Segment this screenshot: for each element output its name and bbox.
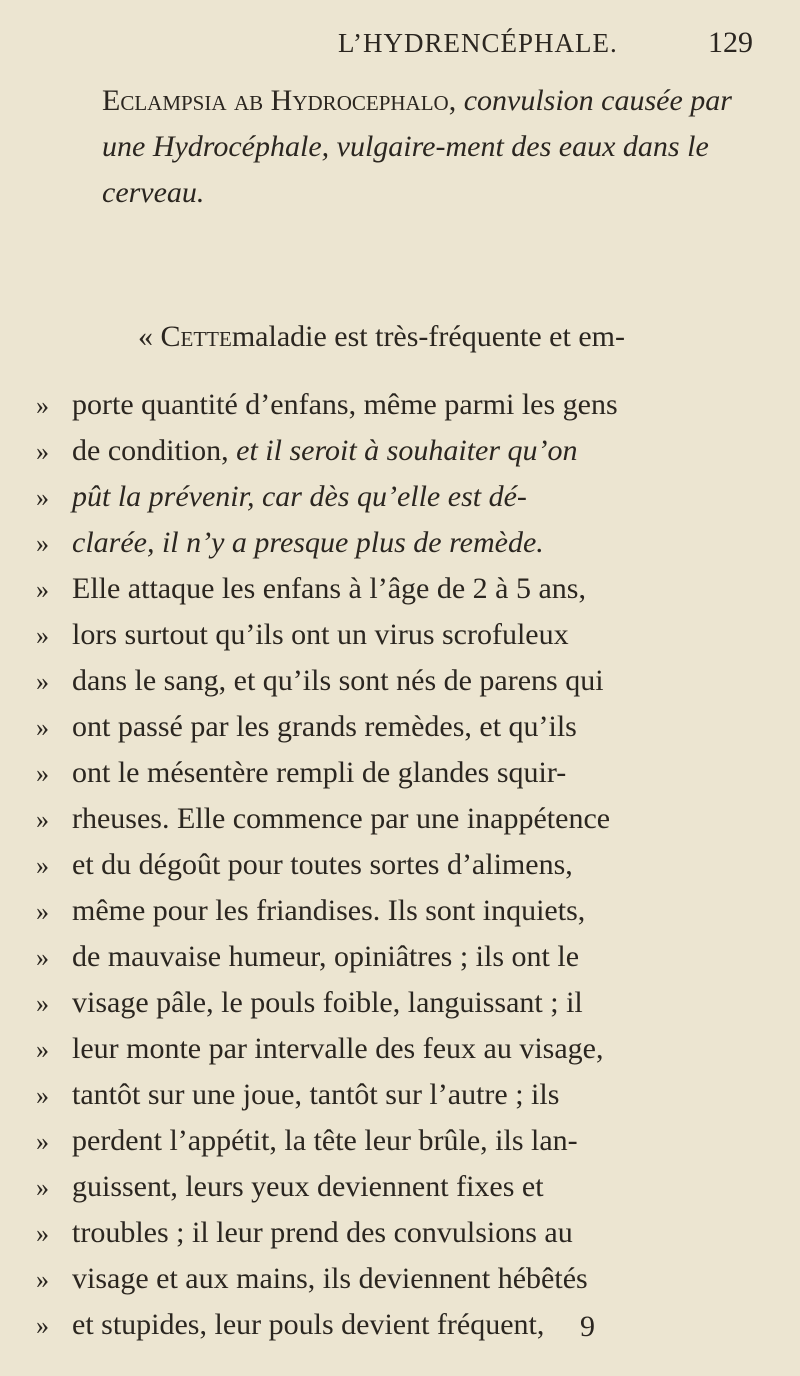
line-text-roman: leur monte par intervalle des feux au visage, <box>72 1032 604 1065</box>
passage-line <box>36 1216 776 1262</box>
passage-line <box>36 618 776 664</box>
line-text <box>72 986 583 1020</box>
line-text <box>72 388 618 422</box>
line-text-roman: porte quantité d’enfans, même parmi les gens <box>72 388 618 421</box>
quote-continuation-mark: » <box>36 1265 49 1294</box>
line-text <box>72 1032 603 1066</box>
line-text <box>72 572 586 606</box>
line-text-roman: troubles ; il leur prend des convulsions au <box>72 1216 573 1249</box>
section-heading <box>102 78 762 216</box>
line-text <box>72 756 566 790</box>
passage-line <box>36 894 776 940</box>
passage-line <box>36 664 776 710</box>
line-text-roman: perdent l’appétit, la tête leur brûle, ils lan- <box>72 1124 578 1157</box>
line-text <box>72 1124 578 1158</box>
running-title: L’HYDRENCÉPHALE. <box>338 28 618 58</box>
line-text-italic: pût la prévenir, car dès qu’elle est dé- <box>72 480 527 513</box>
quote-continuation-mark: » <box>36 529 49 558</box>
line-text <box>72 618 569 652</box>
line-text <box>72 664 604 698</box>
quote-continuation-mark: » <box>36 1219 49 1248</box>
quote-continuation-mark: » <box>36 391 49 420</box>
quote-continuation-mark: » <box>36 713 49 742</box>
opening-first-word: Cette <box>160 320 232 353</box>
passage-opening-line <box>36 320 776 366</box>
quote-continuation-mark: » <box>36 1173 49 1202</box>
line-text-roman: ont passé par les grands remèdes, et qu’ils <box>72 710 577 743</box>
quote-continuation-mark: » <box>36 1311 49 1340</box>
quote-continuation-mark: » <box>36 851 49 880</box>
heading-french-title: convulsion causée par une Hydrocéphale, vulgaire-ment des eaux dans le cerveau. <box>102 84 732 209</box>
line-text-italic: et il seroit à souhaiter qu’on <box>236 434 578 467</box>
quote-continuation-mark: » <box>36 897 49 926</box>
quoted-passage <box>36 320 776 1354</box>
quote-continuation-mark: » <box>36 667 49 696</box>
line-text-roman: ont le mésentère rempli de glandes squir- <box>72 756 567 789</box>
line-text-roman: et stupides, leur pouls devient fréquent, <box>72 1308 545 1341</box>
line-text <box>72 710 577 744</box>
opening-quote-mark: « <box>138 320 153 353</box>
passage-line <box>36 434 776 480</box>
line-text-roman: de condition, <box>72 434 237 467</box>
line-text-roman: visage et aux mains, ils deviennent hébêtés <box>72 1262 588 1295</box>
quote-continuation-mark: » <box>36 1035 49 1064</box>
passage-line <box>36 1170 776 1216</box>
quote-continuation-mark: » <box>36 1127 49 1156</box>
passage-line <box>36 1262 776 1308</box>
line-text-roman: rheuses. Elle commence par une inappétence <box>72 802 611 835</box>
opening-line-rest: maladie est très-fréquente et em- <box>231 320 625 353</box>
passage-line <box>36 940 776 986</box>
quote-continuation-mark: » <box>36 483 49 512</box>
line-text <box>72 1170 544 1204</box>
line-text <box>72 1216 573 1250</box>
signature-mark: 9 <box>580 1310 595 1343</box>
line-text <box>72 802 610 836</box>
passage-line <box>36 802 776 848</box>
line-text-italic: clarée, il n’y a presque plus de remède. <box>72 526 544 559</box>
passage-line <box>36 1032 776 1078</box>
passage-line <box>36 1124 776 1170</box>
quote-continuation-mark: » <box>36 621 49 650</box>
line-text-roman: Elle attaque les enfans à l’âge de 2 à 5 ans, <box>72 572 586 605</box>
passage-line <box>36 848 776 894</box>
line-text <box>72 434 578 468</box>
line-text <box>72 940 579 974</box>
line-text-roman: de mauvaise humeur, opiniâtres ; ils ont le <box>72 940 580 973</box>
passage-line <box>36 1308 776 1354</box>
quote-continuation-mark: » <box>36 989 49 1018</box>
passage-line <box>36 986 776 1032</box>
page-number: 129 <box>708 26 753 59</box>
line-text-roman: visage pâle, le pouls foible, languissant ; il <box>72 986 583 1019</box>
line-text <box>72 1078 559 1112</box>
quote-continuation-mark: » <box>36 437 49 466</box>
line-text-roman: tantôt sur une joue, tantôt sur l’autre ; ils <box>72 1078 560 1111</box>
passage-line <box>36 480 776 526</box>
line-text <box>72 1308 544 1342</box>
line-text-roman: même pour les friandises. Ils sont inquiets, <box>72 894 586 927</box>
line-text <box>72 848 573 882</box>
passage-line <box>36 572 776 618</box>
line-text <box>72 1262 588 1296</box>
quote-continuation-mark: » <box>36 943 49 972</box>
passage-line <box>36 526 776 572</box>
quote-continuation-mark: » <box>36 759 49 788</box>
line-text <box>72 480 527 514</box>
heading-latin-title: Eclampsia ab Hydrocephalo, <box>102 84 457 117</box>
quote-continuation-mark: » <box>36 575 49 604</box>
passage-line <box>36 756 776 802</box>
line-text-roman: et du dégoût pour toutes sortes d’alimens, <box>72 848 573 881</box>
quote-continuation-mark: » <box>36 1081 49 1110</box>
line-text-roman: dans le sang, et qu’ils sont nés de parens qui <box>72 664 604 697</box>
quote-continuation-mark: » <box>36 805 49 834</box>
passage-line <box>36 388 776 434</box>
passage-line <box>36 710 776 756</box>
line-text-roman: guissent, leurs yeux deviennent fixes et <box>72 1170 544 1203</box>
line-text-roman: lors surtout qu’ils ont un virus scrofuleux <box>72 618 569 651</box>
line-text <box>72 894 585 928</box>
passage-lines <box>36 388 776 1354</box>
running-head <box>0 22 800 66</box>
passage-line <box>36 1078 776 1124</box>
line-text <box>72 526 544 560</box>
